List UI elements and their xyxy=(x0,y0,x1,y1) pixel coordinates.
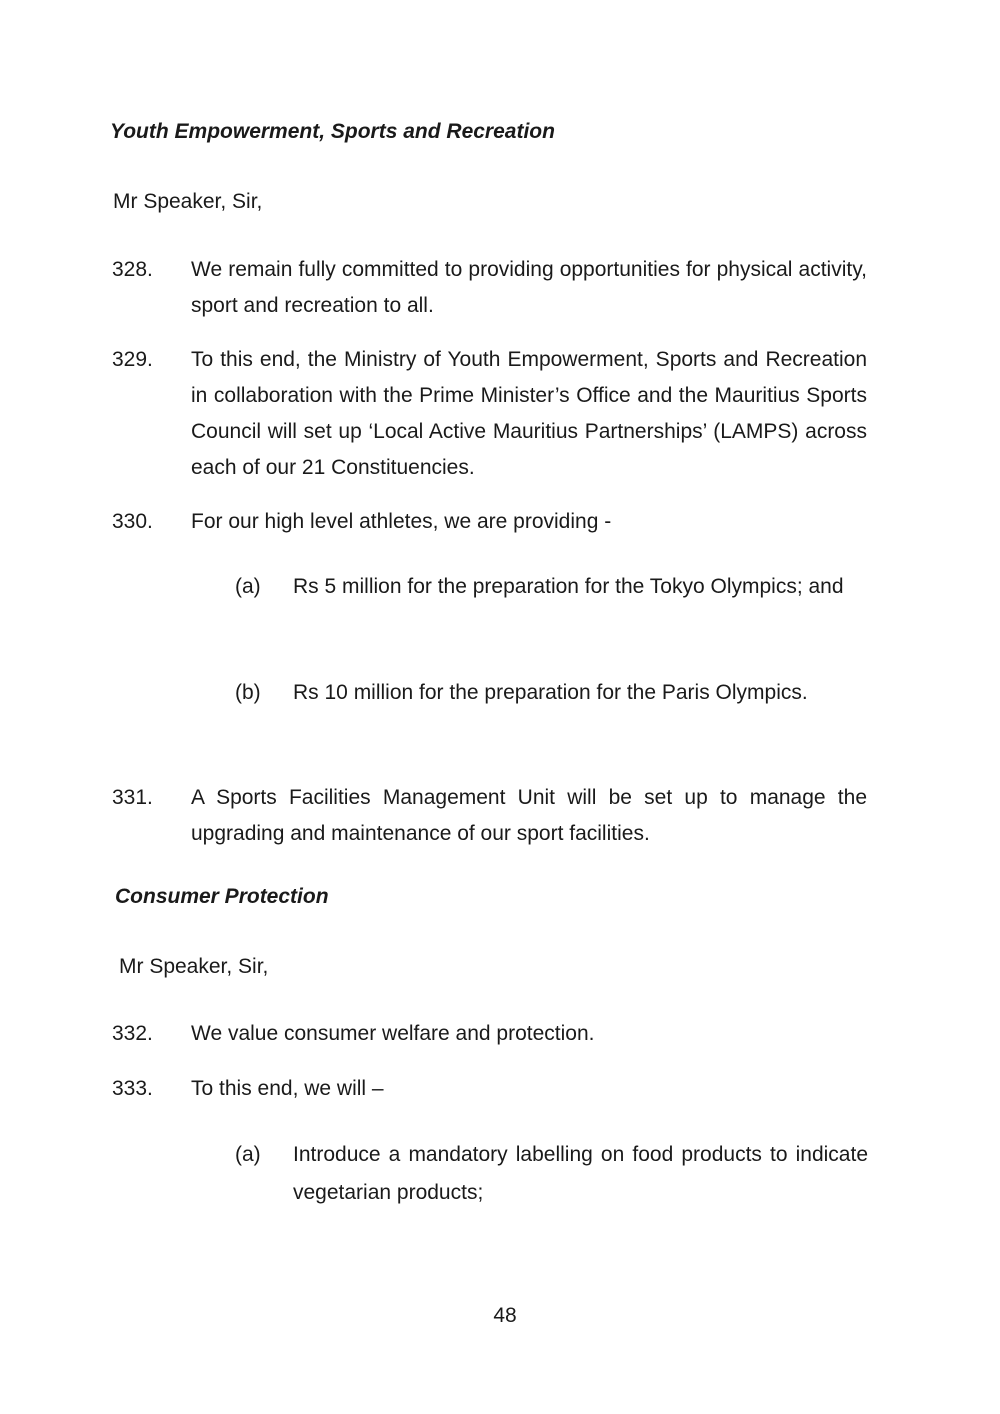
paragraph-text: To this end, the Ministry of Youth Empowerment, Sports and Recreation in collaboration with the Prime Minister’s Office and the Mauritius Sports Council will set up ‘Local Active Mauritius Partnerships’ (LAMPS) across each of our 21 Constituencies. xyxy=(191,348,867,479)
paragraph-number: 332. xyxy=(112,1022,153,1045)
paragraph-text: To this end, we will – xyxy=(191,1077,384,1100)
paragraph-number: 330. xyxy=(112,510,153,533)
list-item-text: Rs 10 million for the preparation for the Paris Olympics. xyxy=(293,681,808,704)
paragraph-text: For our high level athletes, we are providing - xyxy=(191,510,612,533)
paragraph-text: We value consumer welfare and protection. xyxy=(191,1022,595,1045)
paragraph-text: We remain fully committed to providing opportunities for physical activity, sport and recreation to all. xyxy=(191,258,867,317)
salutation: Mr Speaker, Sir, xyxy=(119,955,269,978)
list-item-text: Introduce a mandatory labelling on food products to indicate vegetarian products; xyxy=(293,1143,868,1204)
list-item-label: (b) xyxy=(235,681,261,704)
list-item-label: (a) xyxy=(235,575,261,598)
page-number: 48 xyxy=(493,1304,517,1327)
section-heading-consumer-protection: Consumer Protection xyxy=(115,885,329,908)
paragraph-number: 328. xyxy=(112,258,153,281)
list-item-label: (a) xyxy=(235,1143,261,1166)
section-heading-youth-sports: Youth Empowerment, Sports and Recreation xyxy=(110,120,555,143)
paragraph-text: A Sports Facilities Management Unit will be set up to manage the upgrading and maintenance of our sport facilities. xyxy=(191,786,867,845)
list-item-text: Rs 5 million for the preparation for the Tokyo Olympics; and xyxy=(293,575,844,598)
paragraph-number: 329. xyxy=(112,348,153,371)
paragraph-number: 333. xyxy=(112,1077,153,1100)
salutation: Mr Speaker, Sir, xyxy=(113,190,263,213)
paragraph-number: 331. xyxy=(112,786,153,809)
